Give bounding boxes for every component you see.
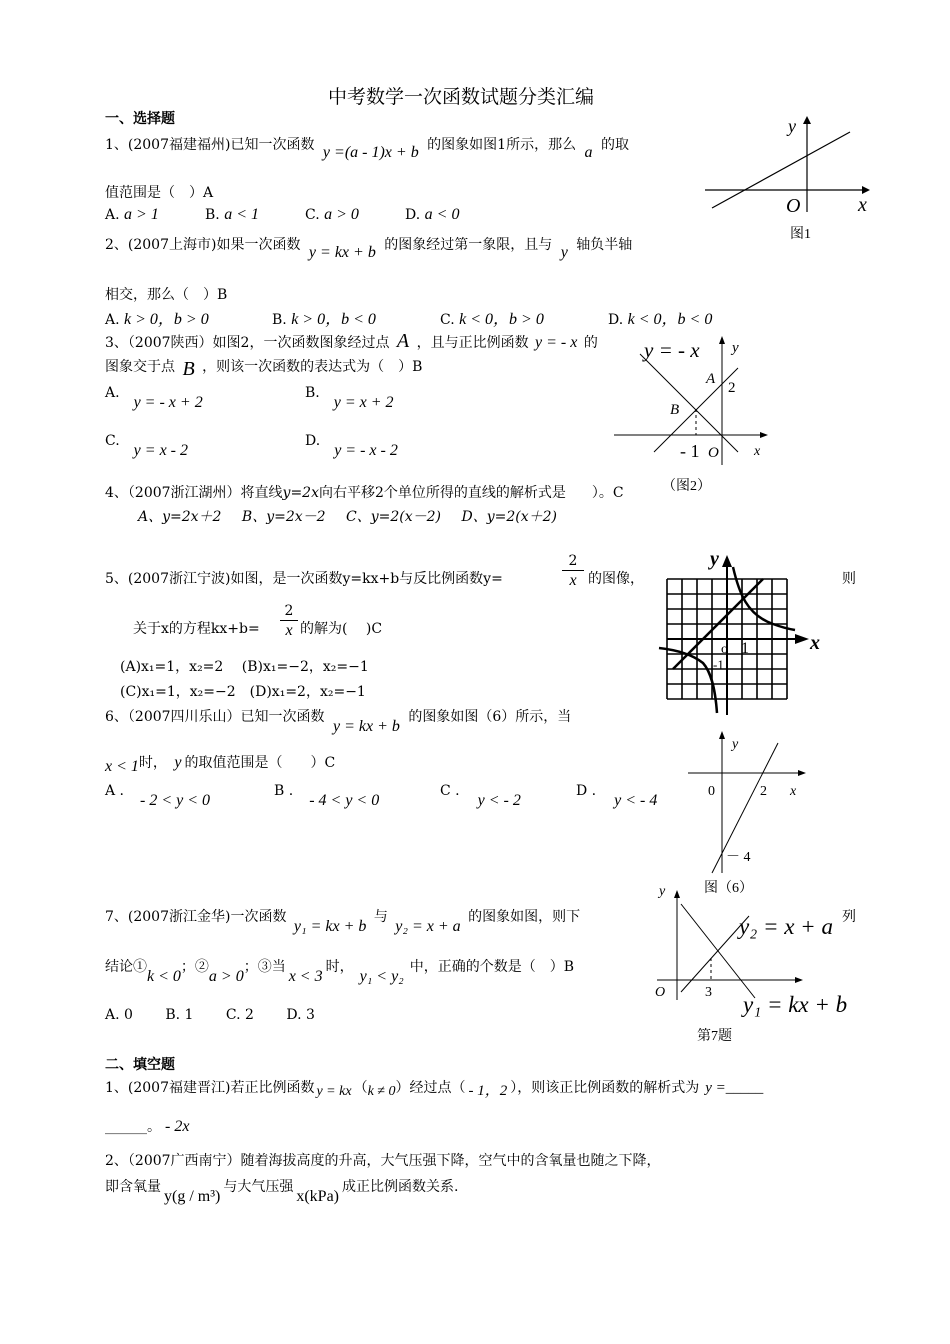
q3-option-b: B.y = x + 2 [305,385,394,411]
q7-options: A. 0 B. 1 C. 2 D. 3 [105,1007,315,1023]
q4-stem: 4、（2007浙江湖州）将直线y=2x向右平移2个单位所得的直线的解析式是 ）。C [105,485,624,501]
q1-text-a: 1、(2007福建福州)已知一次函数 [105,137,315,153]
fig6-x-arrow [798,770,806,776]
q7-cond-2: a > 0 [208,968,244,985]
q5-stem: 5、(2007浙江宁波)如图，是一次函数y=kx+b与反比例函数y= [105,571,503,587]
q5-fraction-num: 2 [562,552,584,571]
figure-1-graph [700,110,880,250]
q4-formula: y=2x [282,485,319,501]
q2-var: y [560,244,568,261]
q7-cond-1: k < 0 [147,968,181,985]
q1-line2: 值范围是（ ）A [105,185,214,201]
fig2-x-arrow [760,432,768,438]
fig2-x-label: x [754,444,761,459]
q1-option-c: C. a > 0 [305,206,359,223]
fig2-caption: （图2） [662,479,711,494]
fig1-caption: 图1 [790,227,811,242]
fig5-y-label: y [710,548,719,570]
q1-option-d: D. a < 0 [405,206,460,223]
fig2-y-label: y [732,340,739,356]
q2-text-c: 轴负半轴 [576,237,633,253]
fig5-x-arrow [795,634,809,644]
figure-7-graph [645,880,848,1050]
q6-formula: y = kx + b [333,718,400,735]
fig7-origin-label: O [655,985,666,1000]
q4-option-a: A、y=2x＋2 [138,509,222,525]
figure-6-graph [680,725,830,900]
q7-text-d: 列 [842,909,856,925]
f1-point: - 1，2 [468,1083,508,1099]
q4-option-d: D、y=2(x＋2) [461,509,557,525]
q5-fraction-2 [280,602,298,641]
q3-option-a: A.y = - x + 2 [105,385,203,411]
q2-option-b: B. k > 0，b < 0 [272,311,376,328]
q3-point-b: B [182,358,195,380]
q5-fraction-den: x [569,572,577,589]
q3-point-a: A [396,330,410,352]
fig6-tick-neg4: － 4 [726,850,751,865]
fig7-x-arrow [795,977,803,983]
q2-option-d: D. k < 0，b < 0 [608,311,713,328]
q7-cond-3: x < 3 [288,968,323,985]
fig6-tick-2: 2 [760,784,767,799]
q4-options [138,506,557,526]
q6-option-a: A .- 2 < y < 0 [105,783,211,809]
fig6-origin-label: 0 [708,784,715,799]
q5-text-c: 则 [842,571,856,587]
fig7-caption: 第7题 [697,1029,732,1044]
fig2-tick-2: 2 [728,380,736,396]
q3-formula: y = - x [535,334,578,351]
fig6-y-arrow [719,731,725,739]
q2-text-b: 的图象经过第一象限，且与 [384,237,553,253]
fig1-y-arrow [803,116,811,124]
fig7-y-arrow [674,890,680,898]
q6-condition: x < 1 [105,758,139,775]
fig5-tick-1: 1 [741,640,749,657]
fig6-x-label: x [790,784,797,799]
q5-line2b: 的解为( )C [300,621,383,637]
f2-oxygen-unit: y(g / m³) [164,1188,221,1205]
f1-answer: - 2x [165,1118,190,1135]
section-choice-heading: 一、选择题 [105,111,175,127]
q5-fraction2-den: x [285,622,293,639]
q1-option-a: A. a > 1 [105,206,159,223]
q2-formula: y = kx + b [308,244,376,261]
q2-text-a: 2、(2007上海市)如果一次函数 [105,237,301,253]
q5-line2a: 关于x的方程kx+b= [133,621,260,637]
q4-option-c: C、y=2(x－2) [346,509,442,525]
q2-stem [105,234,633,261]
q3-option-d: D.y = - x - 2 [305,433,398,459]
f1-condition: k ≠ 0 [367,1084,396,1099]
f2-line1: 2、（2007广西南宁）随着海拔高度的升高，大气压强下降，空气中的含氧量也随之下降， [105,1153,661,1169]
f1-formula: y = kx [316,1084,352,1099]
q7-formula-1: y₁ = kx + b [293,918,367,935]
f1-stem: 1、(2007福建晋江)若正比例函数 y = kx （k ≠ 0）经过点（ - 1，2 ），则该正比例函数的解析式为 y =_____ [105,1080,764,1099]
fig2-point-b-label: B [670,402,680,418]
q6-option-c: C .y < - 2 [440,783,521,809]
fig2-y-arrow [719,336,725,344]
q2-option-a: A. k > 0，b > 0 [105,311,209,328]
q5-options-ab: (A)x₁=1，x₂=2 (B)x₁=−2，x₂=−1 [120,659,369,675]
fig5-tick-neg1: -1 [713,657,724,672]
q7-cond-4: y₁ < y₂ [359,968,404,985]
q1-stem [105,134,629,161]
q6-var: y [174,754,182,771]
q6-option-b: B .- 4 < y < 0 [274,783,380,809]
q3-stem [105,330,598,353]
q6-stem: 6、（2007四川乐山）已知一次函数 y = kx + b 的图象如图（6）所示，当 [105,709,572,735]
q1-option-b: B. a < 1 [205,206,259,223]
q3-text-c: 的 [583,335,598,351]
q1-text-b: 的图象如图1所示，那么 [427,137,577,153]
fig2-line-neg-x [640,354,738,452]
fig5-x-label: x [810,632,820,654]
q3-option-c: C.y = x - 2 [105,433,188,459]
q2-line2: 相交，那么（ ）B [105,287,228,303]
q7-line2: 结论①k < 0；②a > 0；③当x < 3时，y₁ < y₂中，正确的个数是（ ）B [105,959,575,985]
f1-answer-blank: y =_____ [705,1080,764,1096]
fig2-point-a-label: A [706,371,716,387]
fig1-x-label: x [858,194,867,216]
fig5-origin-label: o [721,642,728,657]
q7-formula-2: y₂ = x + a [395,918,461,935]
q6-line2: x < 1时， y 的取值范围是（ ）C [105,754,336,775]
page-title: 中考数学一次函数试题分类汇编 [328,86,595,108]
q5-options-cd: (C)x₁=1，x₂=−2 (D)x₁=2，x₂=−1 [120,684,366,700]
f2-line2: 即含氧量y(g / m³)与大气压强x(kPa)成正比例函数关系. [105,1179,459,1205]
q4-option-b: B、y=2x－2 [241,509,326,525]
q7-stem: 7、(2007浙江金华)一次函数 y₁ = kx + b 与 y₂ = x + a 的图象如图，则下 [105,909,581,935]
fig7-label-y2: y₂ = x + a [739,914,833,939]
q5-fraction [562,552,584,591]
fig1-line [712,132,850,208]
q1-text-c: 的取 [600,137,629,153]
q1-var: a [584,144,593,161]
f1-line2: ______。 - 2x [105,1118,190,1135]
figure-2-graph [610,330,780,505]
q5-text-b: 的图像， [588,571,644,587]
f2-pressure-unit: x(kPa) [296,1188,339,1205]
fig1-y-label: y [788,116,796,136]
fig6-caption: 图（6） [704,881,753,896]
fig2-curve-label: y = - x [644,338,700,362]
q5-fraction2-num: 2 [280,602,298,621]
fig5-y-arrow [722,555,732,567]
fig7-tick-3: 3 [705,985,712,1000]
q6-option-d: D .y < - 4 [576,783,658,809]
fig1-x-arrow [862,186,870,194]
fig1-origin-label: O [786,195,801,217]
fig7-label-y1: y₁ = kx + b [743,992,848,1017]
q2-option-c: C. k < 0，b > 0 [440,311,544,328]
fig6-y-label: y [732,737,739,752]
figure-5-grid-graph [655,545,830,720]
q3-text-b: ，且与正比例函数 [416,335,529,351]
fig2-origin-label: O [708,445,719,461]
fig2-tick-neg1: - 1 [680,441,700,461]
q1-formula: y =(a - 1)x + b [322,144,419,161]
q3-text-a: 3、（2007陕西）如图2，一次函数图象经过点 [105,335,390,351]
section-fill-heading: 二、填空题 [105,1057,175,1073]
q3-line2: 图象交于点 B ，则该一次函数的表达式为（ ）B [105,358,423,380]
fig7-y-label: y [659,884,666,899]
